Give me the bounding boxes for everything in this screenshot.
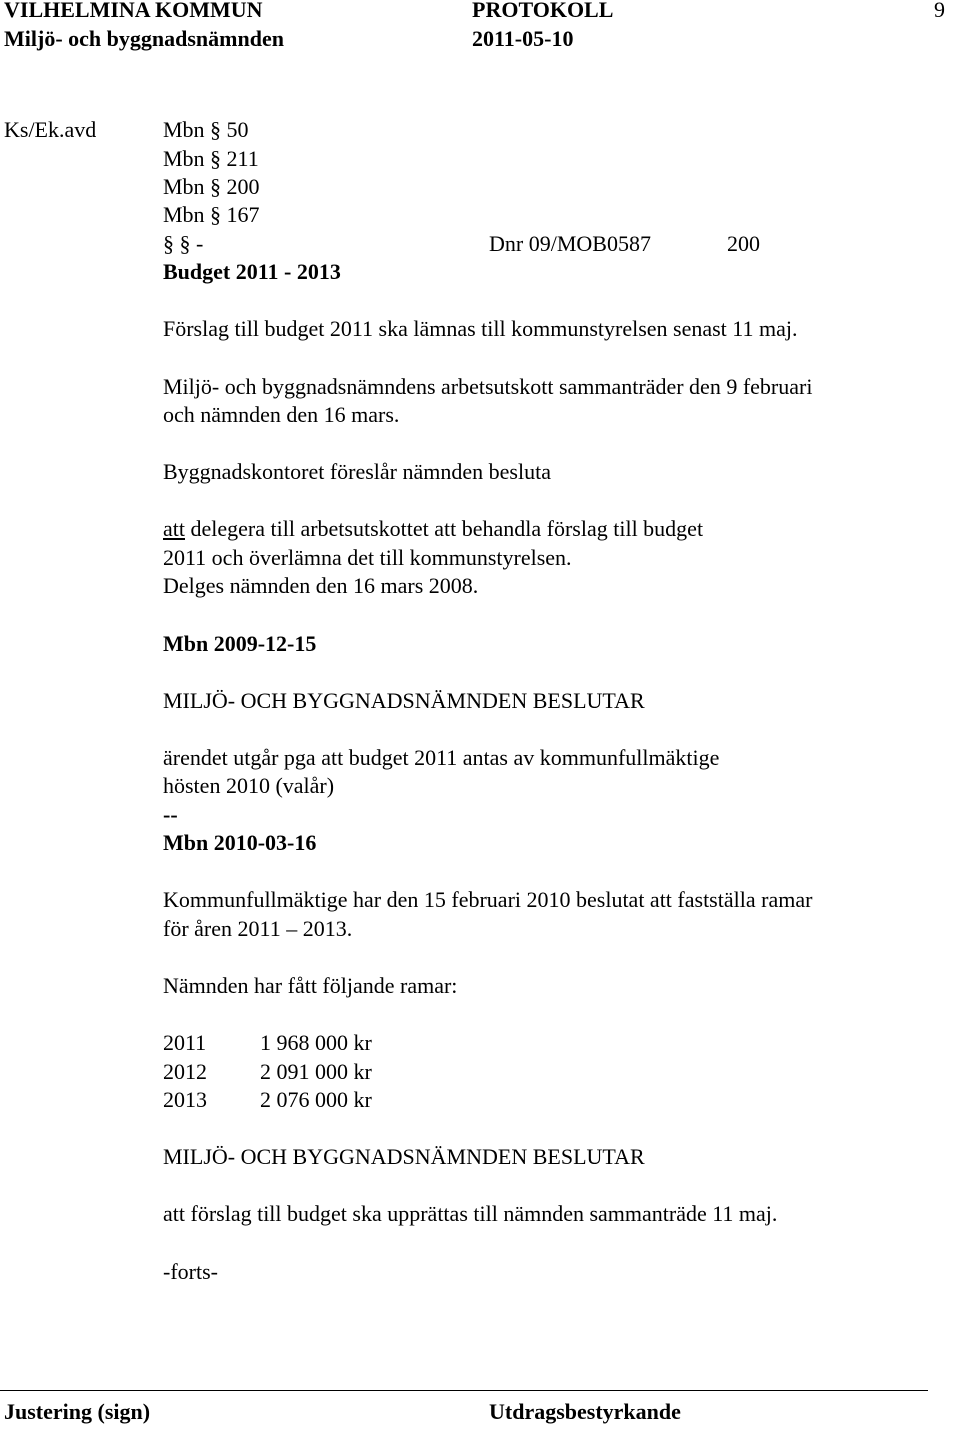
header-committee: Miljö- och byggnadsnämnden [4,26,284,51]
frame-amount: 1 968 000 kr [260,1030,372,1055]
ref-line-3: Mbn § 200 [163,174,260,199]
frame-year: 2011 [163,1030,207,1055]
paragraph-4-line-1 [163,515,703,543]
decision-1-line-1: ärendet utgår pga att budget 2011 antas av kommunfullmäktige [163,745,720,770]
mbn-heading-2: Mbn 2010-03-16 [163,830,317,855]
ref-line-2: Mbn § 211 [163,146,259,171]
page-number: 9 [934,0,945,22]
footer-divider [0,1390,928,1391]
paragraph-4-line-2: 2011 och överlämna det till kommunstyrelsen. [163,545,572,570]
frames-intro: Nämnden har fått följande ramar: [163,973,458,998]
footer-signature-label: Justering (sign) [4,1399,151,1424]
section-line: § § - [163,231,204,256]
header-date: 2011-05-10 [472,26,574,51]
header-org: VILHELMINA KOMMUN [4,0,263,22]
recipient: Ks/Ek.avd [4,117,97,142]
kf-line-2: för åren 2011 – 2013. [163,916,353,941]
dnr-code: 200 [727,231,760,256]
dnr: Dnr 09/MOB0587 [489,231,651,256]
separator: -- [163,802,178,827]
ref-line-4: Mbn § 167 [163,202,260,227]
frame-amount: 2 091 000 kr [260,1059,372,1084]
decision-2-text: att förslag till budget ska upprättas till nämnden sammanträde 11 maj. [163,1201,778,1226]
paragraph-3: Byggnadskontoret föreslår nämnden besluta [163,459,551,484]
decision-heading-1: MILJÖ- OCH BYGGNADSNÄMNDEN BESLUTAR [163,688,645,713]
paragraph-4-line-3: Delges nämnden den 16 mars 2008. [163,573,479,598]
continued-marker: -forts- [163,1259,218,1284]
decision-heading-2: MILJÖ- OCH BYGGNADSNÄMNDEN BESLUTAR [163,1144,645,1169]
frame-amount: 2 076 000 kr [260,1087,372,1112]
paragraph-2-line-2: och nämnden den 16 mars. [163,402,400,427]
footer-certification-label: Utdragsbestyrkande [489,1399,681,1424]
ref-line-1: Mbn § 50 [163,117,249,142]
frame-year: 2012 [163,1059,207,1084]
att-word: att [163,516,185,541]
kf-line-1: Kommunfullmäktige har den 15 februari 2010 beslutat att fastställa ramar [163,887,813,912]
paragraph-2-line-1: Miljö- och byggnadsnämndens arbetsutskott sammanträder den 9 februari [163,374,813,399]
header-doc-type: PROTOKOLL [472,0,614,22]
document-title: Budget 2011 - 2013 [163,259,341,284]
frame-year: 2013 [163,1087,207,1112]
decision-1-line-2: hösten 2010 (valår) [163,773,335,798]
paragraph-1: Förslag till budget 2011 ska lämnas till kommunstyrelsen senast 11 maj. [163,316,798,341]
mbn-heading-1: Mbn 2009-12-15 [163,631,317,656]
paragraph-4-line-1-rest: delegera till arbetsutskottet att behandla förslag till budget [185,516,704,541]
